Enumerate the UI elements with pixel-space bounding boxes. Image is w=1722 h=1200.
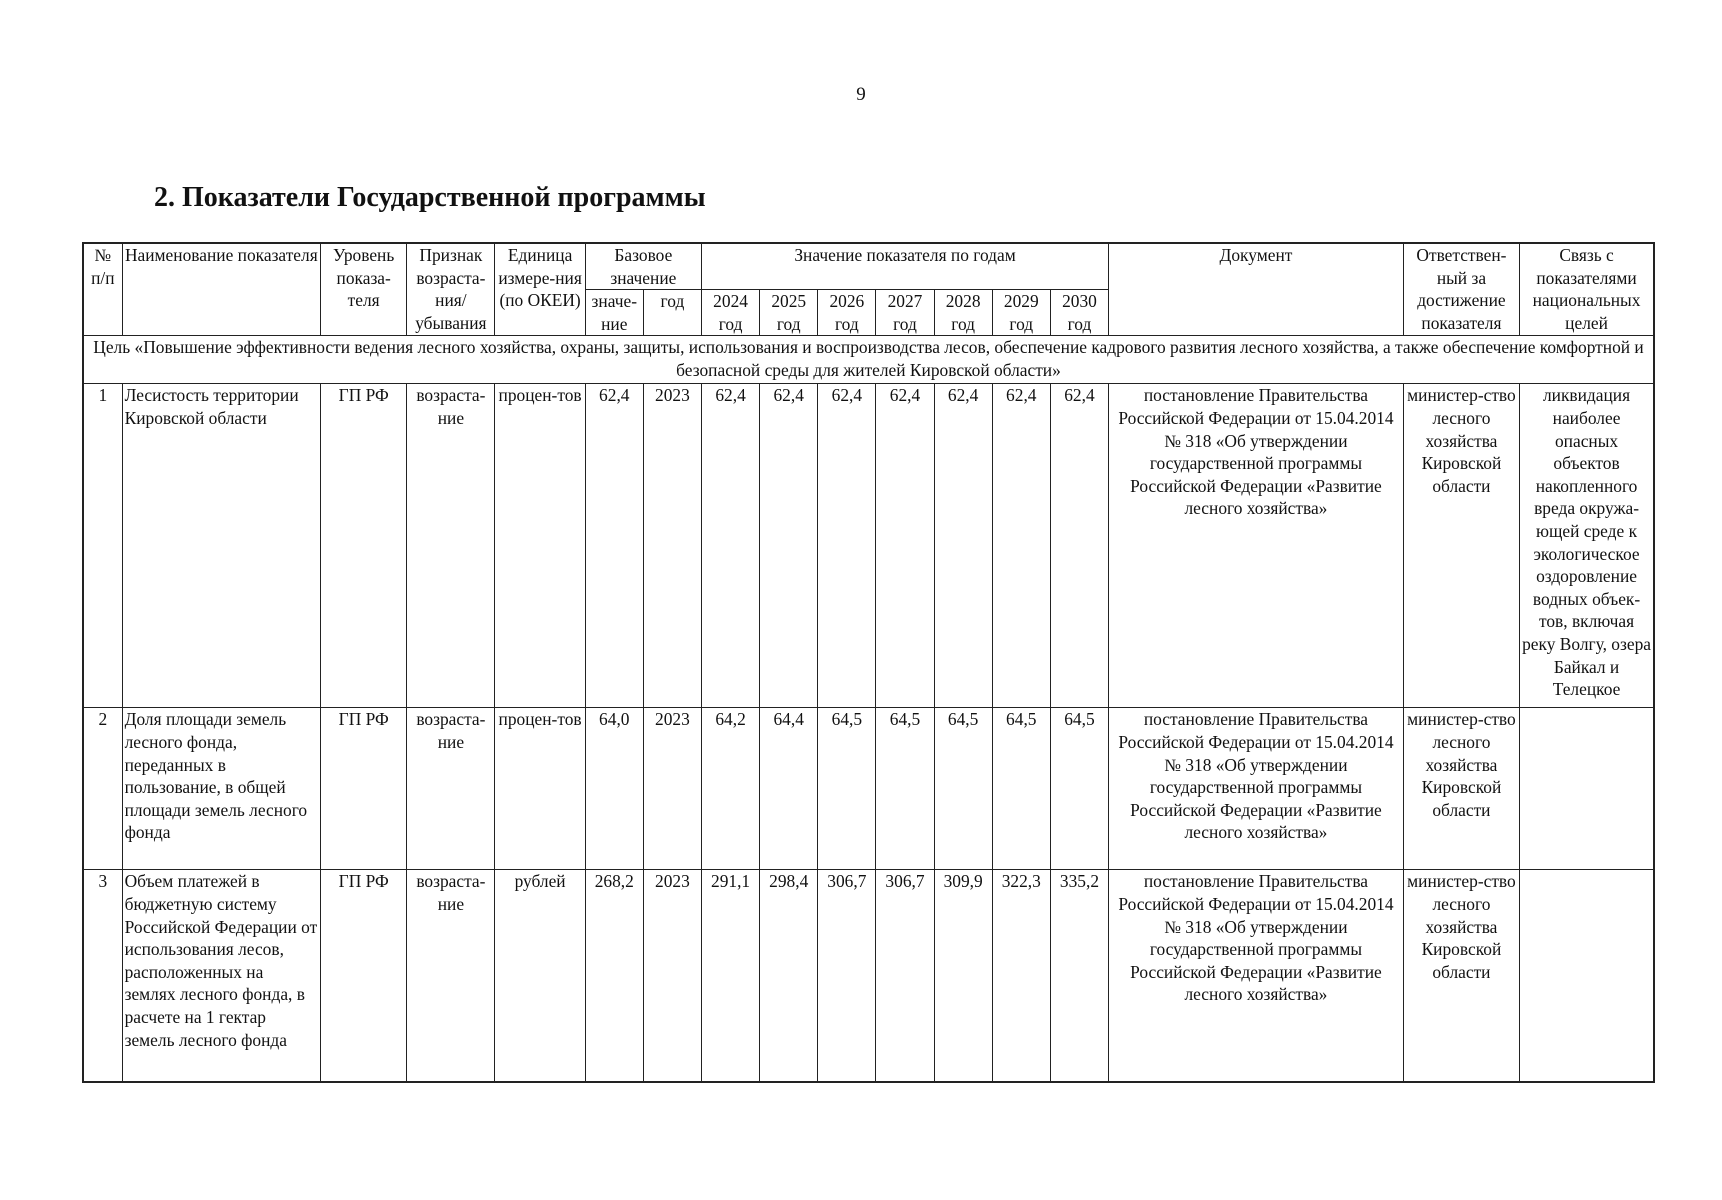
row-document: постановление Правительства Российской Федерации от 15.04.2014 № 318 «Об утверждении государственной программы Российской Федерации «Развитие лесного хозяйства» bbox=[1109, 870, 1404, 1082]
row-value: 309,9 bbox=[934, 870, 992, 1082]
row-value: 306,7 bbox=[876, 870, 934, 1082]
row-value: 62,4 bbox=[760, 384, 818, 708]
header-by-years: Значение показателя по годам bbox=[702, 243, 1109, 290]
row-responsible: министер-ство лесного хозяйства Кировской области bbox=[1403, 870, 1519, 1082]
row-sign: возраста-ние bbox=[407, 384, 495, 708]
header-responsible: Ответствен-ный за достижение показателя bbox=[1403, 243, 1519, 336]
page-number: 9 bbox=[856, 84, 866, 105]
row-value: 64,4 bbox=[760, 708, 818, 870]
header-base-value: значе-ние bbox=[585, 290, 643, 336]
table-row bbox=[83, 870, 1654, 1082]
row-value: 64,5 bbox=[876, 708, 934, 870]
goal-text: Цель «Повышение эффективности ведения лесного хозяйства, охраны, защиты, использования и воспроизводства лесов, обеспечение кадрового развития лесного хозяйства, а также обеспечение комфортной и безопасной среды для жителей Кировской области» bbox=[83, 336, 1654, 384]
row-value: 298,4 bbox=[760, 870, 818, 1082]
row-value: 64,5 bbox=[934, 708, 992, 870]
row-base-year: 2023 bbox=[643, 384, 701, 708]
row-document: постановление Правительства Российской Федерации от 15.04.2014 № 318 «Об утверждении государственной программы Российской Федерации «Развитие лесного хозяйства» bbox=[1109, 708, 1404, 870]
row-value: 64,5 bbox=[818, 708, 876, 870]
header-document: Документ bbox=[1109, 243, 1404, 336]
header-name: Наименование показателя bbox=[122, 243, 320, 336]
row-unit: рублей bbox=[495, 870, 585, 1082]
header-base: Базовое значение bbox=[585, 243, 701, 290]
row-base-value: 268,2 bbox=[585, 870, 643, 1082]
row-base-value: 62,4 bbox=[585, 384, 643, 708]
row-value: 335,2 bbox=[1050, 870, 1108, 1082]
row-link bbox=[1520, 870, 1654, 1082]
row-num: 2 bbox=[83, 708, 122, 870]
row-document: постановление Правительства Российской Федерации от 15.04.2014 № 318 «Об утверждении государственной программы Российской Федерации «Развитие лесного хозяйства» bbox=[1109, 384, 1404, 708]
row-link bbox=[1520, 708, 1654, 870]
row-value: 291,1 bbox=[702, 870, 760, 1082]
header-year: 2028 год bbox=[934, 290, 992, 336]
header-base-year: год bbox=[643, 290, 701, 336]
table-row bbox=[83, 708, 1654, 870]
header-sign: Признак возраста-ния/ убывания bbox=[407, 243, 495, 336]
row-name: Лесистость территории Кировской области bbox=[122, 384, 320, 708]
row-num: 1 bbox=[83, 384, 122, 708]
row-level: ГП РФ bbox=[321, 708, 407, 870]
row-level: ГП РФ bbox=[321, 384, 407, 708]
section-title: 2. Показатели Государственной программы bbox=[154, 182, 706, 213]
row-unit: процен-тов bbox=[495, 708, 585, 870]
header-year: 2025 год bbox=[760, 290, 818, 336]
header-year: 2026 год bbox=[818, 290, 876, 336]
header-year: 2029 год bbox=[992, 290, 1050, 336]
row-value: 62,4 bbox=[876, 384, 934, 708]
row-value: 322,3 bbox=[992, 870, 1050, 1082]
row-sign: возраста-ние bbox=[407, 708, 495, 870]
header-year: 2024 год bbox=[702, 290, 760, 336]
header-unit: Единица измере-ния (по ОКЕИ) bbox=[495, 243, 585, 336]
row-level: ГП РФ bbox=[321, 870, 407, 1082]
row-num: 3 bbox=[83, 870, 122, 1082]
row-name: Доля площади земель лесного фонда, переданных в пользование, в общей площади земель лесного фонда bbox=[122, 708, 320, 870]
row-value: 306,7 bbox=[818, 870, 876, 1082]
row-value: 64,5 bbox=[992, 708, 1050, 870]
row-responsible: министер-ство лесного хозяйства Кировской области bbox=[1403, 384, 1519, 708]
header-year: 2027 год bbox=[876, 290, 934, 336]
row-responsible: министер-ство лесного хозяйства Кировской области bbox=[1403, 708, 1519, 870]
header-level: Уровень показа-теля bbox=[321, 243, 407, 336]
header-year: 2030 год bbox=[1050, 290, 1108, 336]
row-value: 64,2 bbox=[702, 708, 760, 870]
row-base-value: 64,0 bbox=[585, 708, 643, 870]
row-value: 62,4 bbox=[934, 384, 992, 708]
row-sign: возраста-ние bbox=[407, 870, 495, 1082]
row-value: 62,4 bbox=[818, 384, 876, 708]
row-unit: процен-тов bbox=[495, 384, 585, 708]
row-base-year: 2023 bbox=[643, 708, 701, 870]
row-name: Объем платежей в бюджетную систему Российской Федерации от использования лесов, расположенных на землях лесного фонда, в расчете на 1 гектар земель лесного фонда bbox=[122, 870, 320, 1082]
row-value: 62,4 bbox=[702, 384, 760, 708]
row-value: 62,4 bbox=[1050, 384, 1108, 708]
indicators-table bbox=[82, 242, 1655, 1083]
header-link: Связь с показателями национальных целей bbox=[1520, 243, 1654, 336]
row-value: 62,4 bbox=[992, 384, 1050, 708]
row-link: ликвидация наиболее опасных объектов накопленного вреда окружа-ющей среде к экологическое оздоровление водных объек-тов, включая реку Волгу, озера Байкал и Телецкое bbox=[1520, 384, 1654, 708]
row-base-year: 2023 bbox=[643, 870, 701, 1082]
table-row bbox=[83, 384, 1654, 708]
row-value: 64,5 bbox=[1050, 708, 1108, 870]
header-num: № п/п bbox=[83, 243, 122, 336]
